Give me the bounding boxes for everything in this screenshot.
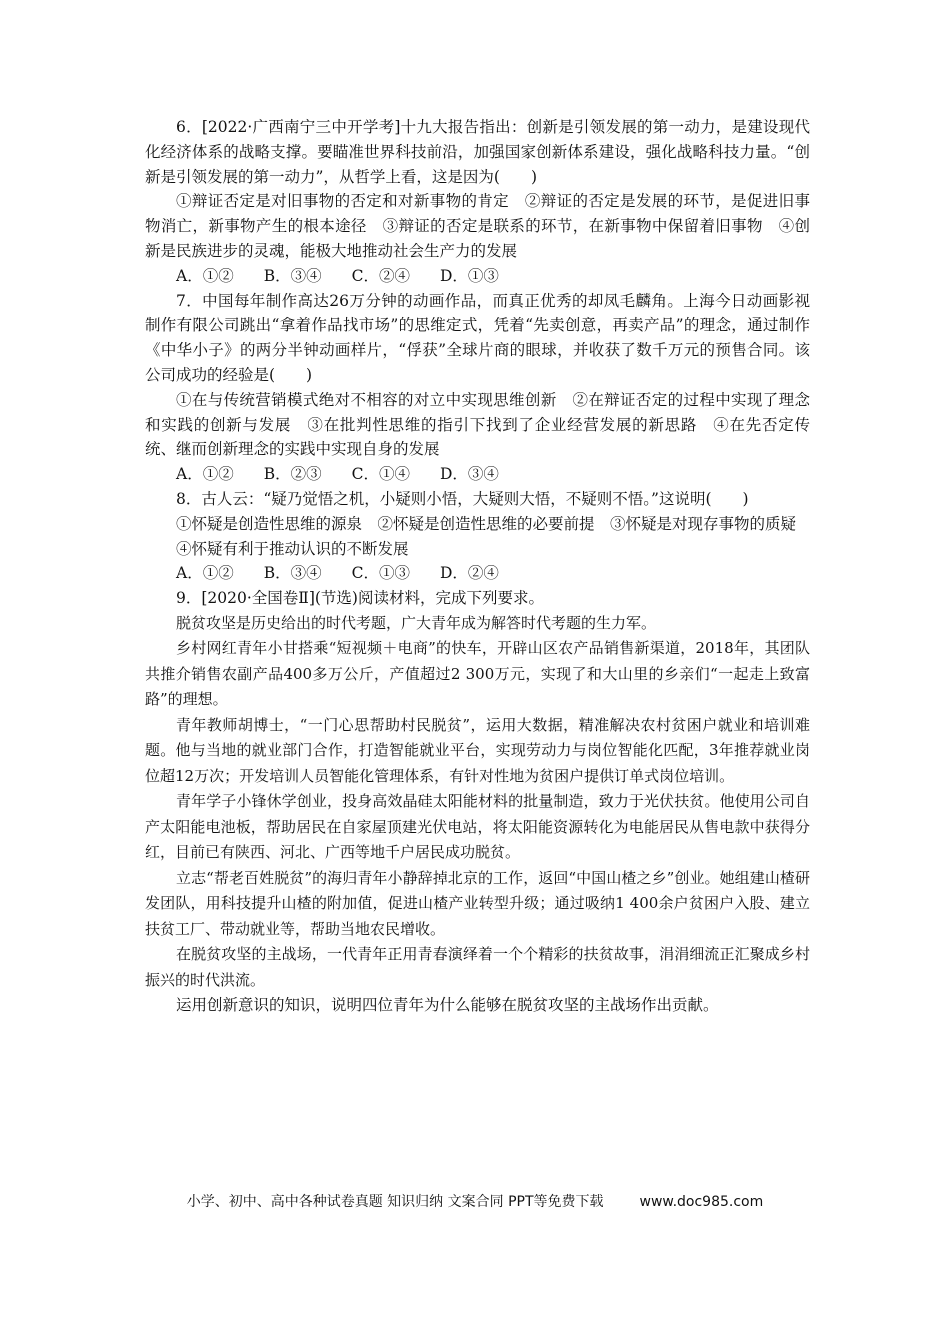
page-footer [0,1191,950,1211]
q6-statements: ①辩证否定是对旧事物的否定和对新事物的肯定 ②辩证的否定是发展的环节，是促进旧事物消亡，新事物产生的根本途径 ③辩证的否定是联系的环节，在新事物中保留着旧事物 ④创新是民族进步的灵魂，能极大地推动社会生产力的发展 [145,192,810,260]
q6-option-c: C．②④ [351,266,410,285]
q7-statements: ①在与传统营销模式绝对不相容的对立中实现思维创新 ②在辩证否定的过程中实现了理念和实践的创新与发展 ③在批判性思维的指引下找到了企业经营发展的新思路 ④在先否定传统、继而创新理念的实践中实现自身的发展 [145,390,810,459]
q9-paragraph: 在脱贫攻坚的主战场，一代青年正用青春演绎着一个个精彩的扶贫故事，涓涓细流正汇聚成乡村振兴的时代洪流。 [145,945,810,989]
q9-paragraph: 脱贫攻坚是历史给出的时代考题，广大青年成为解答时代考题的生力军。 [176,613,657,632]
q9-paragraph: 乡村网红青年小甘搭乘“短视频＋电商”的快车，开辟山区农产品销售新渠道，2018年，其团队共推介销售农副产品400多万公斤，产值超过2 300万元，实现了和大山里的乡亲们“一起走上致富路”的理想。 [145,639,810,709]
q8-option-d: D．②④ [439,564,499,583]
q7-option-d: D．③④ [439,465,499,484]
q8-statement-4: ④怀疑有利于推动认识的不断发展 [176,539,409,558]
q9-paragraph: 青年教师胡博士，“一门心思帮助村民脱贫”，运用大数据，精准解决农村贫困户就业和培训难题。他与当地的就业部门合作，打造智能就业平台，实现劳动力与岗位智能化匹配，3年推荐就业岗位超12万次；开发培训人员智能化管理体系，有针对性地为贫困户提供订单式岗位培训。 [145,715,810,785]
question-content [145,115,810,1018]
q7-options [145,462,810,487]
q9-question: 运用创新意识的知识，说明四位青年为什么能够在脱贫攻坚的主战场作出贡献。 [176,996,719,1015]
q8-option-c: C．①③ [351,564,410,583]
q9-stem: 9．[2020·全国卷Ⅱ](节选)阅读材料，完成下列要求。 [176,589,544,608]
q8-stem: 8．古人云：“疑乃觉悟之机，小疑则小悟，大疑则大悟，不疑则不悟。”这说明( ) [176,489,749,508]
q8-statements: ①怀疑是创造性思维的源泉 ②怀疑是创造性思维的必要前提 ③怀疑是对现存事物的质疑 [176,514,797,533]
q7-option-c: C．①④ [351,465,410,484]
q6-options [145,264,810,289]
footer-text: 小学、初中、高中各种试卷真题 知识归纳 文案合同 PPT等免费下载 [186,1194,604,1210]
q6-option-d: D．①③ [439,266,499,285]
q9-material [145,611,810,994]
q8-option-a: A．①② [176,564,234,583]
q6-option-a: A．①② [176,266,234,285]
q8-options [145,561,810,586]
footer-url: www.doc985.com [639,1194,764,1210]
q7-option-b: B．②③ [263,465,322,484]
q8-option-b: B．③④ [263,564,322,583]
q7-option-a: A．①② [176,465,234,484]
q7-stem: 7．中国每年制作高达26万分钟的动画作品，而真正优秀的却凤毛麟角。上海今日动画影视制作有限公司跳出“拿着作品找市场”的思维定式，凭着“先卖创意，再卖产品”的理念，通过制作《中华小子》的两分半钟动画样片，“俘获”全球片商的眼球，并收获了数千万元的预售合同。该公司成功的经验是( ) [145,291,810,384]
q6-option-b: B．③④ [263,266,322,285]
q9-paragraph: 立志“帮老百姓脱贫”的海归青年小静辞掉北京的工作，返回“中国山楂之乡”创业。她组建山楂研发团队，用科技提升山楂的附加值，促进山楂产业转型升级；通过吸纳1 400余户贫困户入股、建立扶贫工厂、带动就业等，帮助当地农民增收。 [145,868,810,938]
q9-paragraph: 青年学子小锋休学创业，投身高效晶硅太阳能材料的批量制造，致力于光伏扶贫。他使用公司自产太阳能电池板，帮助居民在自家屋顶建光伏电站，将太阳能资源转化为电能居民从售电款中获得分红，目前已有陕西、河北、广西等地千户居民成功脱贫。 [145,792,810,862]
q6-stem: 6．[2022·广西南宁三中开学考]十九大报告指出：创新是引领发展的第一动力，是建设现代化经济体系的战略支撑。要瞄准世界科技前沿，加强国家创新体系建设，强化战略科技力量。“创新是引领发展的第一动力”，从哲学上看，这是因为( ) [145,118,810,186]
